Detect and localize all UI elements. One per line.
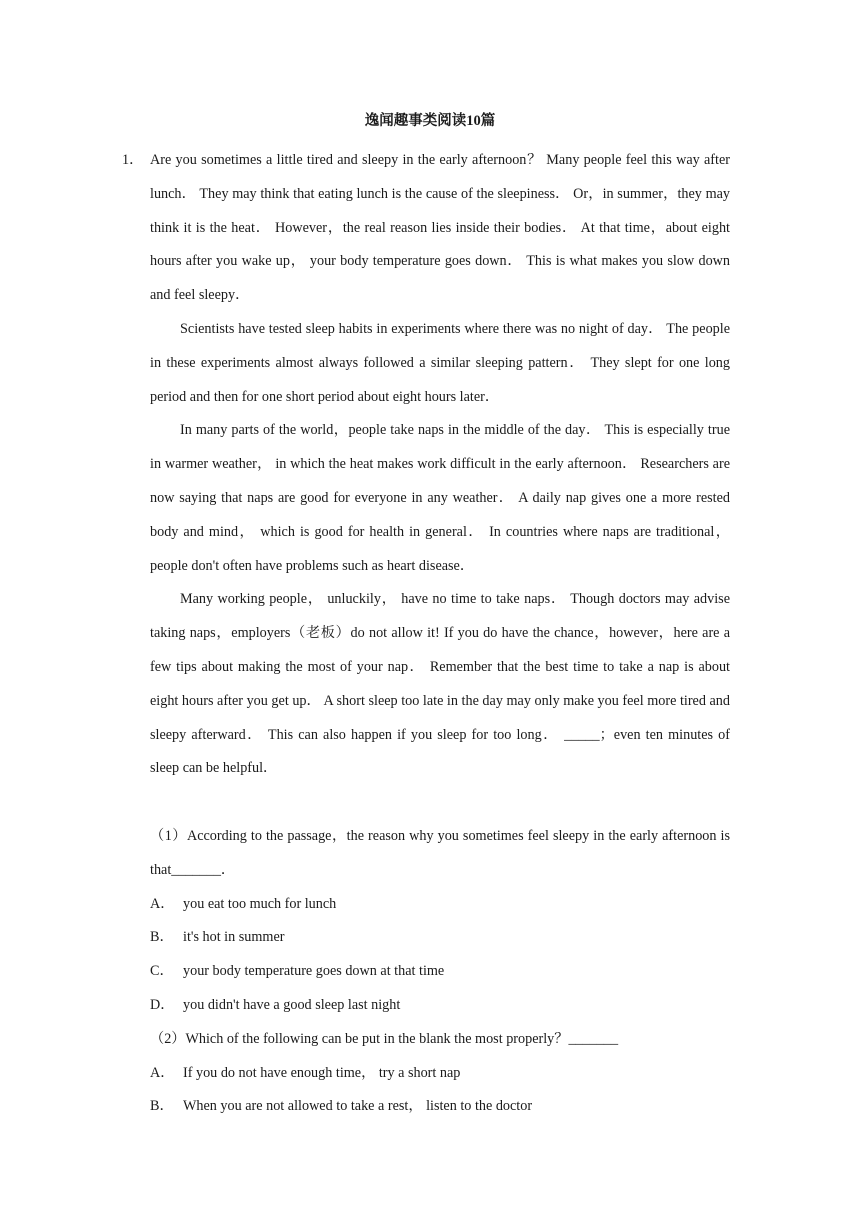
passage-paragraph-4: Many working people， unluckily， have no time to take naps． Though doctors may advise taking naps，employers（老板）do not allow it! If you do have the chance，however，here are a few tips about making the most of your nap． Remember that the best time to take a nap is about eight hours after you get up． A short sleep too late in the day may only make you feel more tired and sleepy afterward． This can also happen if you sleep for too long． _____；even ten minutes of sleep can be helpful．	[150, 591, 730, 777]
question-block-1	[122, 144, 730, 313]
document-title: 逸闻趣事类阅读10篇	[364, 113, 496, 129]
question-2-option-b: B． When you are not allowed to take a rest， listen to the doctor	[150, 1098, 533, 1115]
question-1-stem: （1）According to the passage，the reason why you sometimes feel sleepy in the early afternoon is that_______．	[150, 827, 730, 878]
passage-paragraph-2: Scientists have tested sleep habits in experiments where there was no night of day． The people in these experiments almost always followed a similar sleeping pattern． They slept for one long period and then for one short period about eight hours later．	[150, 320, 730, 405]
passage-paragraph-1: Are you sometimes a little tired and sleepy in the early afternoon？ Many people feel this way after lunch． They may think that eating lunch is the cause of the sleepiness． Or，in summer，they may think it is the heat． However，the real reason lies inside their bodies． At that time，about eight hours after you wake up， your body temperature goes down． This is what makes you slow down and feel sleepy．	[150, 152, 730, 304]
question-number: 1．	[122, 152, 144, 168]
document-content	[122, 144, 730, 1124]
question-1-option-a: A． you eat too much for lunch	[150, 895, 337, 912]
question-1-option-c: C． your body temperature goes down at that time	[150, 963, 445, 980]
question-1-option-b: B． it's hot in summer	[150, 929, 285, 946]
question-1-option-d: D． you didn't have a good sleep last night	[150, 996, 401, 1013]
passage-paragraph-3: In many parts of the world，people take naps in the middle of the day． This is especially true in warmer weather， in which the heat makes work difficult in the early afternoon． Researchers are now saying that naps are good for everyone in any weather． A daily nap gives one a more rested body and mind， which is good for health in general． In countries where naps are traditional， people don't often have problems such as heart disease．	[150, 422, 730, 574]
question-2-stem: （2）Which of the following can be put in the blank the most properly？_______	[150, 1030, 619, 1047]
question-2-option-a: A． If you do not have enough time， try a short nap	[150, 1064, 461, 1081]
spacer	[150, 786, 730, 820]
